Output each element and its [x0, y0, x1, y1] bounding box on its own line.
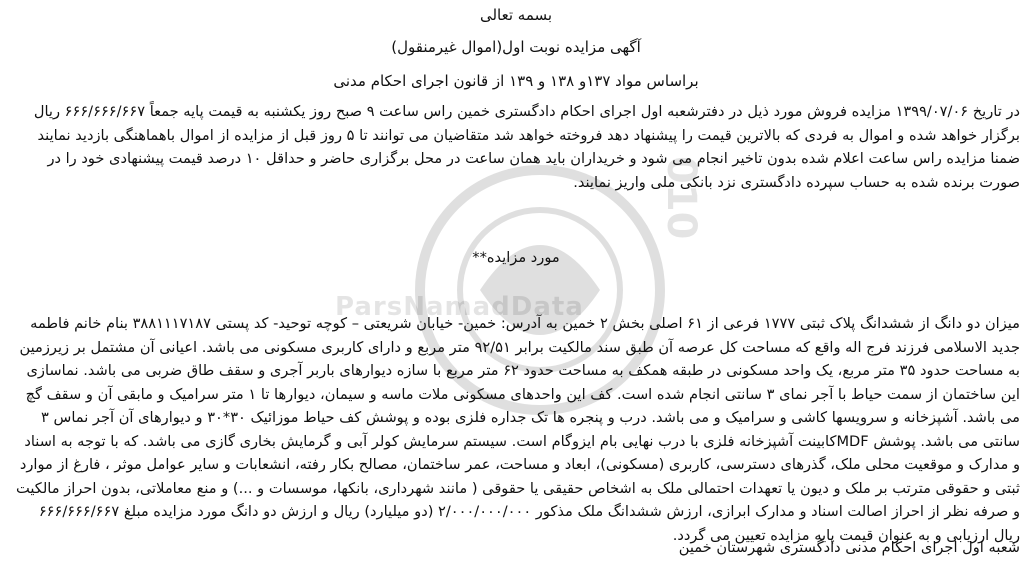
watermark-text: ParsNamadData	[335, 292, 584, 322]
signature-line: شعبه اول اجرای احکام مدنی دادگستری شهرستان خمین	[678, 539, 1020, 556]
notice-subtitle: براساس مواد ۱۳۷و ۱۳۸ و ۱۳۹ از قانون اجرای احکام مدنی	[333, 72, 699, 90]
basmala-heading: بسمه تعالی	[479, 6, 553, 24]
intro-paragraph: در تاریخ ۱۳۹۹/۰۷/۰۶ مزایده فروش مورد ذیل در دفترشعبه اول اجرای احکام دادگستری خمین راس ساعت ۹ صبح روز یکشنبه به قیمت پایه جمعاً ۶۶۶/۶۶۶/۶۶۷ ریال برگزار خواهد شده و اموال به فردی که بالاترین قیمت را پیشنهاد دهد فروخته خواهد شد متقاضیان می توانند تا ۵ روز قبل از مزایده از اموال باهماهنگی بازدید نمایند ضمنا مزایده راس ساعت اعلام شده بدون تاخیر انجام می شود و خریداران باید همان ساعت در محل برگزاری حاضر و حداقل ۱۰ درصد قیمت پیشنهادی خود را در صورت برنده شده به حساب سپرده دادگستری نزد بانکی ملی واریز نمایند.	[33, 103, 1020, 191]
description-paragraph: میزان دو دانگ از ششدانگ پلاک ثبتی ۱۷۷۷ فرعی از ۶۱ اصلی بخش ۲ خمین به آدرس: خمین- خیابان شریعتی – کوچه توحید- کد پستی ۳۸۸۱۱۱۷۱۸۷ بنام خانم فاطمه جدید الاسلامی فرزند فرج اله واقع که مساحت کل عرصه آن طبق سند مالکیت برابر ۹۲/۵۱ متر مربع و دارای کاربری مسکونی می باشد. اعیانی آن مشتمل بر زیرزمین به مساحت حدود ۳۵ متر مربع، یک واحد مسکونی در طبقه همکف به مساحت حدود ۶۲ متر مربع با سازه دیوارهای باربر آجری و سقف طاق ضربی می باشد. نماسازی این ساختمان از سمت حیاط با آجر نمای ۳ سانتی انجام شده است. کف این واحدهای مسکونی ملات ماسه و سیمان، دیوارها تا ۱ متر سرامیک و مابقی آن و سقف گچ می باشد. آشپزخانه و سرویسها کاشی و سرامیک و می باشد. درب و پنجره ها تک جداره فلزی بوده و پوشش کف حیاط موزائیک ۳۰*۳۰ و دیوارهای آن آجر نماس ۳ سانتی می باشد. پوشش MDFکابینت آشپزخانه فلزی با درب نهایی بام ایزوگام است. سیستم سرمایش کولر آبی و گرمایش بخاری گازی می باشد. که با توجه به اسناد و مدارک و موقعیت محلی ملک، گذرهای دسترسی، کاربری (مسکونی)، ابعاد و مساحت، عمر ساختمان، مصالح بکار رفته، انشعابات و سایر عوامل موثر ، فارغ از موارد ثبتی و حقوقی مترتب بر ملک و دیون یا تعهدات احتمالی ملک به اشخاص حقیقی یا حقوقی ( مانند شهرداری، بانکها، موسسات و ...) و منع معاملاتی، بدون احراز مالکیت و صرفه نظر از احراز اصالت اسناد و مدارک ابرازی، ارزش ششدانگ ملک مذکور ۲/۰۰۰/۰۰۰/۰۰۰ (دو میلیارد) ریال و ارزش دو دانگ مورد مزایده مبلغ ۶۶۶/۶۶۶/۶۶۷ ریال ارزیابی و به عنوان قیمت پایه مزایده تعیین می گردد.	[16, 315, 1020, 544]
notice-title: آگهی مزایده نوبت اول(اموال غیرمنقول)	[391, 38, 641, 56]
watermark-digits: 010	[658, 156, 704, 240]
subject-heading: مورد مزایده**	[472, 249, 560, 266]
